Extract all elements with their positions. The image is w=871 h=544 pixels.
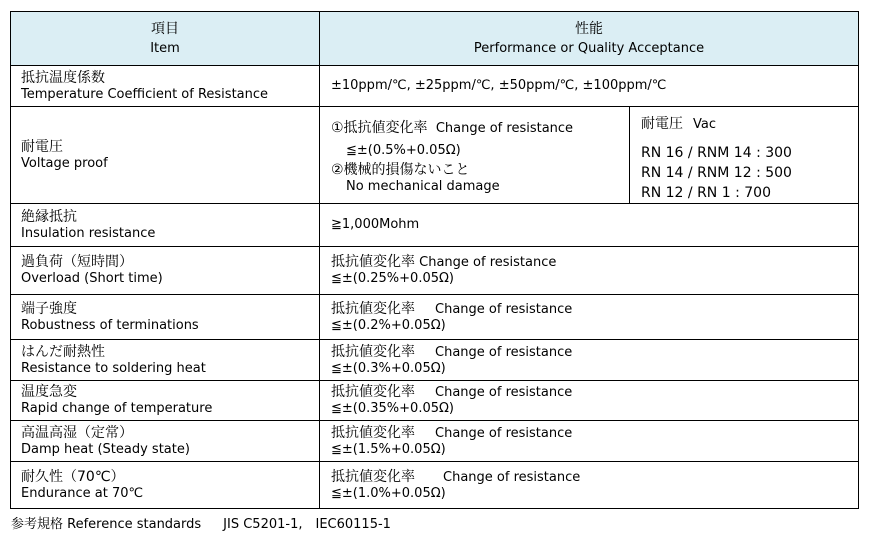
row-rapid [11,381,859,421]
item-cell [11,381,320,421]
item-cell [11,107,320,204]
row-insulation [11,204,859,247]
reference-label: 参考規格 Reference standards [11,517,202,532]
row-robustness [11,295,859,340]
header-item-cell [11,12,320,66]
tolerance-value: ≦±(1.5%+0.05Ω) [331,441,446,457]
row-damp [11,421,859,462]
rating-line: RN 12 / RN 1 : 700 [641,185,771,201]
criterion-1-en: Change of resistance [435,121,574,136]
change-label-en: Change of resistance [443,469,581,485]
header-perf-cell [320,12,859,66]
item-ja: 耐電圧 [21,138,63,155]
change-label-ja: 抵抗値変化率 [331,300,415,317]
change-label-en: Change of resistance [435,385,573,400]
change-label-ja: 抵抗値変化率 [331,468,415,485]
perf-cell [320,340,859,381]
header-item-ja: 項目 [151,20,179,37]
item-en: Robustness of terminations [21,317,199,333]
item-en: Overload (Short time) [21,271,163,286]
item-cell [11,462,320,509]
change-label-en: Change of resistance [435,344,573,360]
item-ja: 耐久性（70℃） [21,468,125,485]
perf-cell [320,381,859,421]
item-en: Resistance to soldering heat [21,360,206,376]
insulation-value: ≧1,000Mohm [331,217,420,232]
voltage-criteria [320,107,630,203]
change-label-ja: 抵抗値変化率 [331,384,415,400]
reference-standards-list: JIS C5201-1, IEC60115-1 [223,517,391,532]
item-ja: はんだ耐熱性 [21,343,105,360]
ratings-header-unit: Vac [693,117,716,132]
change-label-ja: 抵抗値変化率 [331,343,415,360]
perf-cell [320,247,859,295]
criterion-1-ja: ①抵抗値変化率 [331,120,428,136]
item-cell [11,66,320,107]
item-en: Damp heat (Steady state) [21,441,190,457]
item-ja: 温度急変 [21,384,77,400]
item-en: Endurance at 70℃ [21,485,144,501]
spec-table [10,11,859,509]
row-soldering [11,340,859,381]
item-ja: 高温高湿（定常） [21,424,133,441]
reference-standards [11,513,391,532]
item-ja: 抵抗温度係数 [21,69,105,86]
item-ja: 端子強度 [21,300,77,317]
tolerance-value: ≦±(0.35%+0.05Ω) [331,401,454,416]
tolerance-value: ≦±(0.25%+0.05Ω) [331,271,454,286]
ratings-header-ja: 耐電圧 [641,116,683,132]
item-cell [11,340,320,381]
row-voltage [11,107,859,204]
criterion-1-value: ≦±(0.5%+0.05Ω) [346,143,461,158]
change-label-en: Change of resistance [435,301,573,317]
tolerance-value: ≦±(1.0%+0.05Ω) [331,485,446,501]
voltage-ratings [630,107,858,203]
item-cell [11,421,320,462]
item-cell [11,204,320,247]
perf-cell [320,421,859,462]
perf-cell [320,462,859,509]
item-ja: 絶縁抵抗 [21,208,77,225]
header-perf-en: Performance or Quality Acceptance [473,40,705,56]
rating-line: RN 16 / RNM 14 : 300 [641,145,792,161]
change-label-en: Change of resistance [419,255,557,270]
tolerance-value: ≦±(0.2%+0.05Ω) [331,317,446,333]
item-cell [11,295,320,340]
item-en: Insulation resistance [21,225,156,241]
row-endurance [11,462,859,509]
rating-line: RN 14 / RNM 12 : 500 [641,165,792,181]
tolerance-value: ≦±(0.3%+0.05Ω) [331,360,446,376]
perf-cell [320,204,859,247]
row-overload [11,247,859,295]
item-en: Temperature Coefficient of Resistance [21,86,269,102]
header-row [11,12,859,66]
perf-cell [320,295,859,340]
header-item-en: Item [150,40,180,56]
item-en: Voltage proof [21,155,108,171]
item-ja: 過負荷（短時間） [21,254,133,270]
item-cell [11,247,320,295]
perf-cell [320,107,859,204]
criterion-2-ja: ②機械的損傷ないこと [331,162,470,178]
criterion-2-en: No mechanical damage [346,179,500,194]
item-en: Rapid change of temperature [21,401,213,416]
change-label-ja: 抵抗値変化率 [331,254,415,270]
change-label-ja: 抵抗値変化率 [331,424,415,441]
perf-cell [320,66,859,107]
tcr-value: ±10ppm/℃, ±25ppm/℃, ±50ppm/℃, ±100ppm/℃ [331,78,667,93]
header-perf-ja: 性能 [575,20,603,37]
change-label-en: Change of resistance [435,425,573,441]
row-tcr [11,66,859,107]
